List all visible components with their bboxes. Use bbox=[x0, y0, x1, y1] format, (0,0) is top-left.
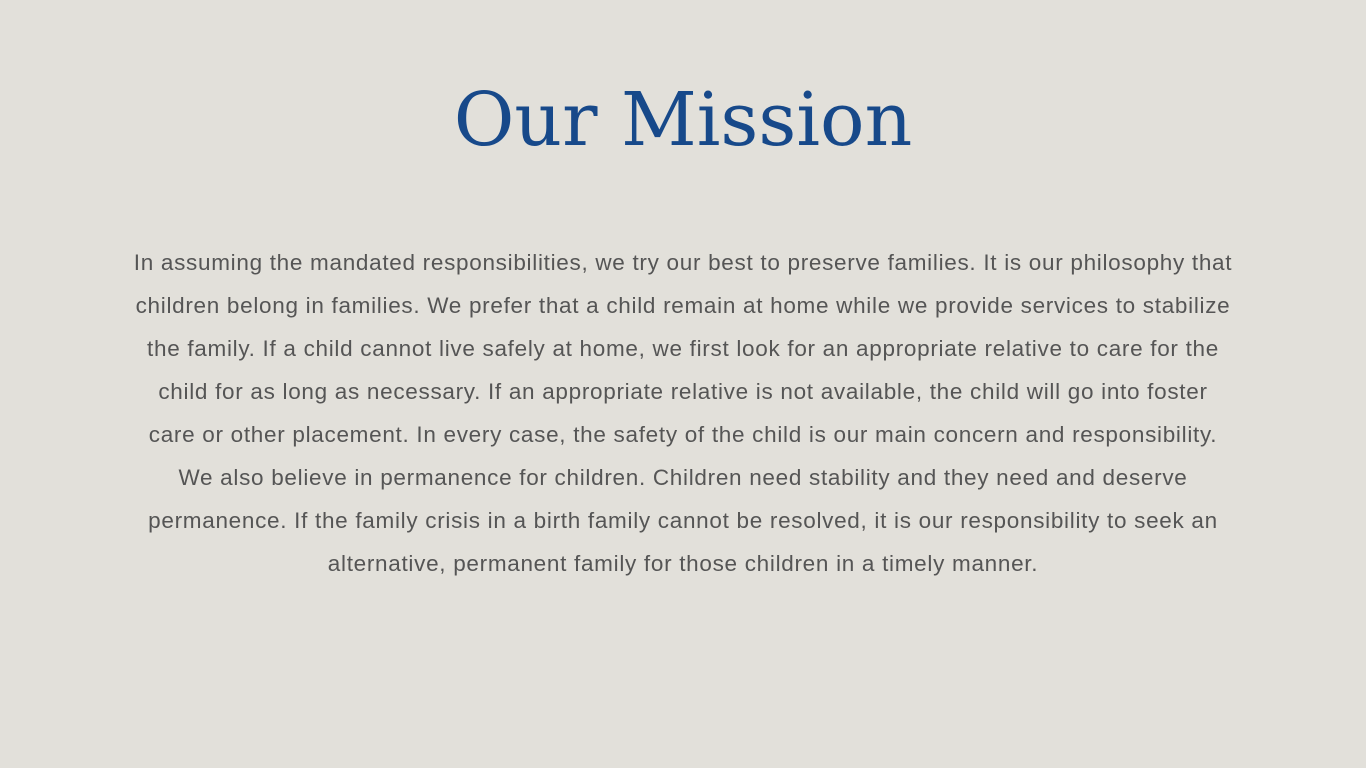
mission-paragraph-1: In assuming the mandated responsibilities, we try our best to preserve families. It is our philosophy that children belong in families. We prefer that a child remain at home while we provide services to stabilize the family. If a child cannot live safely at home, we first look for an appropriate relative to care for the child for as long as necessary. If an appropriate relative is not available, the child will go into foster care or other placement. In every case, the safety of the child is our main concern and responsibility. bbox=[133, 250, 1233, 447]
mission-body bbox=[133, 241, 1233, 585]
page-title: Our Mission bbox=[453, 77, 913, 163]
mission-paragraph-2: We also believe in permanence for children. Children need stability and they need and deserve permanence. If the family crisis in a birth family cannot be resolved, it is our responsibility to seek an alternative, permanent family for those children in a timely manner. bbox=[148, 465, 1218, 576]
